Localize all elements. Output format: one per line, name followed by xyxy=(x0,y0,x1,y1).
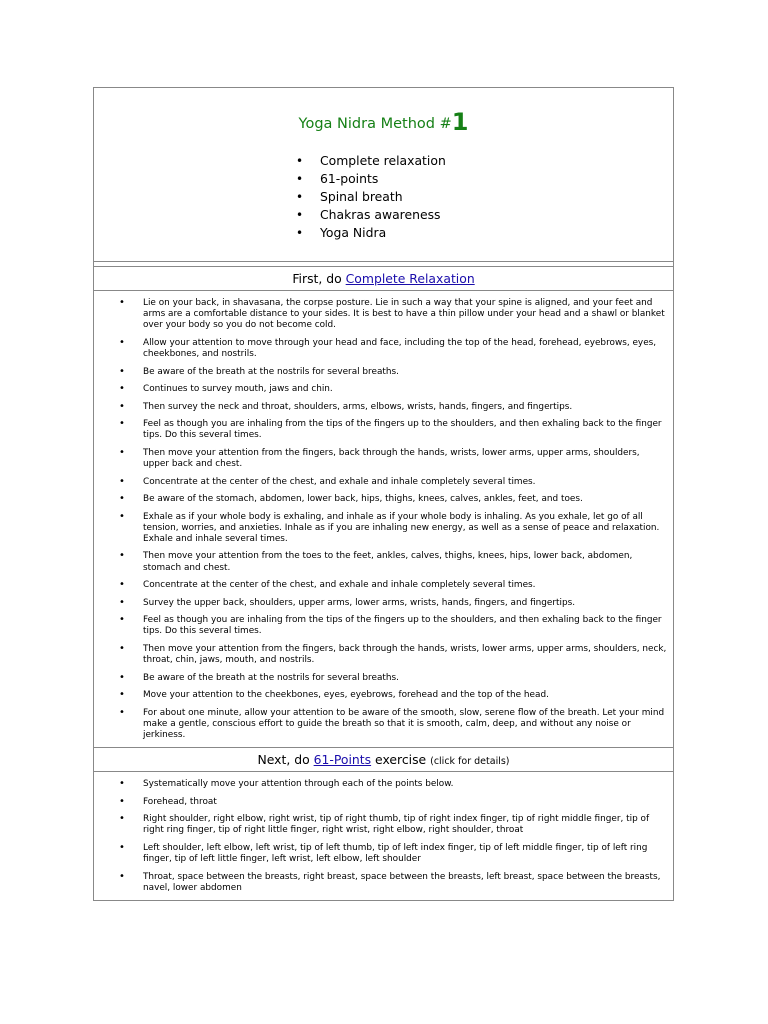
list-item: • Systematically move your attention through each of the points below. xyxy=(94,779,667,790)
outline-item: • Chakras awareness xyxy=(296,206,446,224)
outline-item: • 61-points xyxy=(296,170,446,188)
list-item: • Then move your attention from the fingers, back through the hands, wrists, lower arms, upper arms, shoulders, neck, throat, chin, jaws, mouth, and nostrils. xyxy=(94,644,667,666)
61-points-link[interactable]: 61-Points xyxy=(313,752,372,768)
document-table xyxy=(93,87,674,901)
list-item: • Concentrate at the center of the chest, and exhale and inhale completely several times. xyxy=(94,477,667,488)
list-item: • Right shoulder, right elbow, right wrist, tip of right thumb, tip of right index finger, tip of right middle finger, tip of right ring finger, tip of right little finger, right wrist, right elbow, right shoulder, throat xyxy=(94,814,667,836)
list-item: • Concentrate at the center of the chest, and exhale and inhale completely several times. xyxy=(94,580,667,591)
heading-prefix: Next, do xyxy=(257,752,314,768)
title-number: 1 xyxy=(451,108,469,136)
list-item: • Be aware of the breath at the nostrils for several breaths. xyxy=(94,367,667,378)
heading-suffix: exercise xyxy=(371,752,431,768)
title-text: Yoga Nidra Method # xyxy=(298,116,452,132)
list-item: • Continues to survey mouth, jaws and chin. xyxy=(94,384,667,395)
list-item: • Forehead, throat xyxy=(94,797,667,808)
list-item: • Be aware of the stomach, abdomen, lower back, hips, thighs, knees, calves, ankles, feet, and toes. xyxy=(94,494,667,505)
title-cell xyxy=(94,88,673,262)
list-item: • Be aware of the breath at the nostrils for several breaths. xyxy=(94,673,667,684)
points-steps xyxy=(94,772,673,900)
list-item: • Allow your attention to move through your head and face, including the top of the head, forehead, eyebrows, eyes, cheekbones, and nostrils. xyxy=(94,338,667,360)
list-item: • For about one minute, allow your attention to be aware of the smooth, slow, serene flow of the breath. Let your mind make a gentle, conscious effort to guide the breath so that it is smooth, calm, deep, and without any noise or jerkiness. xyxy=(94,708,667,742)
list-item: • Throat, space between the breasts, right breast, space between the breasts, left breast, space between the breasts, navel, lower abdomen xyxy=(94,872,667,894)
outline-item: • Spinal breath xyxy=(296,188,446,206)
list-item: • Then survey the neck and throat, shoulders, arms, elbows, wrists, hands, fingers, and fingertips. xyxy=(94,402,667,413)
list-item: • Move your attention to the cheekbones, eyes, eyebrows, forehead and the top of the head. xyxy=(94,690,667,701)
list-item: • Left shoulder, left elbow, left wrist, tip of left thumb, tip of left index finger, tip of left middle finger, tip of left ring finger, tip of left little finger, left wrist, left elbow, left shoulder xyxy=(94,843,667,865)
section-heading-relaxation xyxy=(94,267,673,291)
relaxation-steps xyxy=(94,291,673,747)
section-heading-61-points xyxy=(94,748,673,772)
list-item: • Feel as though you are inhaling from the tips of the fingers up to the shoulders, and then exhaling back to the finger tips. Do this several times. xyxy=(94,419,667,441)
list-item: • Feel as though you are inhaling from the tips of the fingers up to the shoulders, and then exhaling back to the finger tips. Do this several times. xyxy=(94,615,667,637)
complete-relaxation-link[interactable]: Complete Relaxation xyxy=(345,271,475,286)
outline-item: • Complete relaxation xyxy=(296,152,446,170)
relaxation-steps-cell xyxy=(94,291,673,748)
method-outline xyxy=(296,152,446,242)
heading-prefix: First, do xyxy=(292,271,346,286)
list-item: • Then move your attention from the toes to the feet, ankles, calves, thighs, knees, hips, lower back, abdomen, stomach and chest. xyxy=(94,551,667,573)
outline-item: • Yoga Nidra xyxy=(296,224,446,242)
details-note: (click for details) xyxy=(430,756,510,768)
list-item: • Lie on your back, in shavasana, the corpse posture. Lie in such a way that your spine is aligned, and your feet and arms are a comfortable distance to your sides. It is best to have a thin pillow under your head and a shawl or blanket over your body so you do not become cold. xyxy=(94,298,667,332)
list-item: • Survey the upper back, shoulders, upper arms, lower arms, wrists, hands, fingers, and fingertips. xyxy=(94,598,667,609)
page-title xyxy=(94,106,673,134)
list-item: • Exhale as if your whole body is exhaling, and inhale as if your whole body is inhaling. As you exhale, let go of all tension, worries, and anxieties. Inhale as if you are inhaling new energy, as well as a sense of peace and relaxation. Exhale and inhale several times. xyxy=(94,512,667,546)
list-item: • Then move your attention from the fingers, back through the hands, wrists, lower arms, upper arms, shoulders, upper back and chest. xyxy=(94,448,667,470)
points-steps-cell xyxy=(94,772,673,900)
